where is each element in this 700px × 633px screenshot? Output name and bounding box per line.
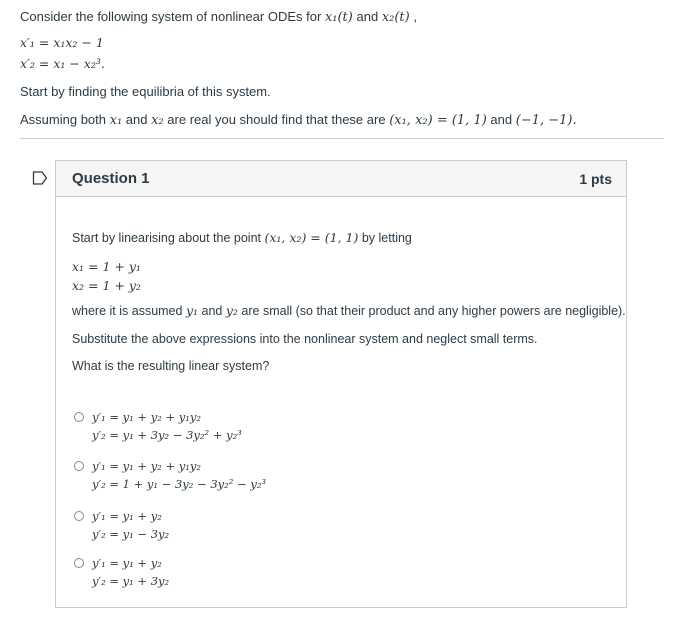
answer-line-2: y′₂ = y₁ + 3y₂ − 3y₂² + y₂³: [92, 428, 242, 442]
answer-line-2: y′₂ = y₁ − 3y₂: [92, 527, 170, 541]
answer-line-2: y′₂ = 1 + y₁ − 3y₂ − 3y₂² − y₂³: [92, 477, 267, 491]
and-text: and: [356, 9, 379, 24]
text-segment: Assuming both: [20, 112, 106, 127]
section-divider: [20, 138, 664, 139]
math-y2: y₂: [225, 303, 238, 318]
math-equilibrium-2: (−1, −1).: [515, 113, 577, 128]
question-prompt-3: Substitute the above expressions into the nonlinear system and neglect small terms.: [72, 332, 538, 346]
intro-text: Consider the following system of nonlinear ODEs for: [20, 9, 322, 24]
question-card: [55, 160, 627, 608]
equation-2: x′₂ = x₁ − x₂³.: [20, 56, 105, 71]
text-segment: and: [490, 112, 513, 127]
substitution-1: x₁ = 1 + y₁: [72, 259, 141, 274]
question-points: 1 pts: [579, 171, 612, 187]
answer-line-1: y′₁ = y₁ + y₂ + y₁y₂: [92, 410, 201, 424]
math-x1-t: x₁(t): [324, 10, 353, 25]
math-x2-t: x₂(t): [381, 10, 410, 25]
text-segment: are small (so that their product and any higher powers are negligible).: [241, 304, 626, 318]
math-point: (x₁, x₂) = (1, 1): [264, 230, 359, 245]
text-segment: and: [201, 304, 223, 318]
intro-line-2: Start by finding the equilibria of this system.: [20, 84, 271, 99]
text-segment: Start by linearising about the point: [72, 231, 262, 245]
intro-line-1: [20, 8, 417, 27]
math-equilibrium-1: (x₁, x₂) = (1, 1): [389, 113, 487, 128]
answer-line-1: y′₁ = y₁ + y₂ + y₁y₂: [92, 459, 201, 473]
question-header: [56, 161, 626, 197]
radio-circle-icon[interactable]: [74, 461, 84, 471]
text-segment: and: [125, 112, 148, 127]
radio-circle-icon[interactable]: [74, 511, 84, 521]
text-segment: by letting: [361, 231, 412, 245]
answer-line-1: y′₁ = y₁ + y₂: [92, 556, 162, 570]
flag-outline-icon[interactable]: [32, 170, 48, 186]
radio-circle-icon[interactable]: [74, 558, 84, 568]
substitution-2: x₂ = 1 + y₂: [72, 278, 141, 293]
text-segment: where it is assumed: [72, 304, 183, 318]
radio-circle-icon[interactable]: [74, 412, 84, 422]
answer-line-1: y′₁ = y₁ + y₂: [92, 509, 162, 523]
question-prompt-2: [72, 302, 626, 320]
question-prompt-1: [72, 229, 412, 247]
math-x2: x₂: [151, 113, 164, 128]
question-prompt-4: What is the resulting linear system?: [72, 359, 270, 373]
answer-option-2[interactable]: [74, 458, 274, 498]
text-segment: are real you should find that these are: [167, 112, 386, 127]
answer-option-1[interactable]: [74, 409, 274, 449]
comma-text: ,: [409, 9, 417, 24]
intro-line-3: [20, 111, 577, 130]
answer-option-3[interactable]: [74, 508, 274, 548]
math-x1: x₁: [109, 113, 123, 128]
answer-line-2: y′₂ = y₁ + 3y₂: [92, 574, 170, 588]
math-y1: y₁: [185, 303, 199, 318]
question-title: Question 1: [72, 170, 150, 187]
answer-option-4[interactable]: [74, 555, 274, 595]
equation-1: x′₁ = x₁x₂ − 1: [20, 35, 104, 50]
